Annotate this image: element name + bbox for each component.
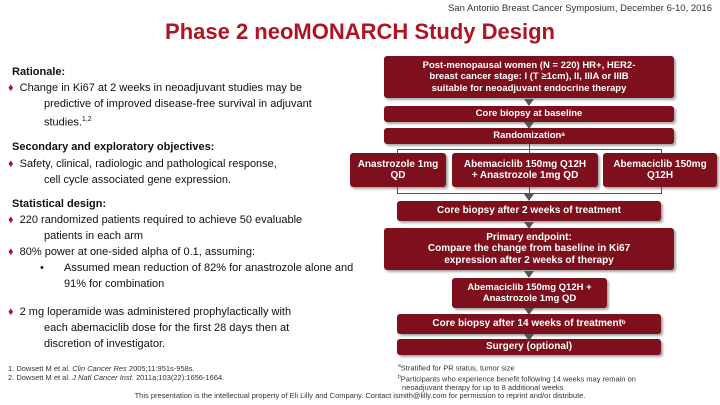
primary-endpoint-box: Primary endpoint: Compare the change from baseline in Ki67 expression after 2 weeks of therapy — [384, 228, 674, 270]
citation-superscript: 1,2 — [81, 116, 92, 123]
reference-2: 2. Dowsett M et al. J Natl Cancer Inst. 2011a;103(22):1656-1664. — [8, 373, 225, 382]
footnotes — [398, 362, 716, 392]
references — [8, 364, 224, 382]
loperamide-line: 2 mg loperamide was administered prophylactically with — [19, 306, 292, 318]
rationale-text — [8, 80, 358, 131]
rationale-line: predictive of improved disease-free survival in adjuvant — [44, 98, 312, 110]
diamond-bullet-icon: ♦ — [8, 246, 14, 258]
core-biopsy-14wk-box: Core biopsy after 14 weeks of treatment b — [397, 314, 661, 334]
arm-anastrozole-box: Anastrozole 1mg QD — [350, 153, 446, 187]
objectives-line: Safety, clinical, radiologic and pathological response, — [19, 158, 277, 170]
core-biopsy-baseline-box: Core biopsy at baseline — [384, 106, 674, 122]
disclaimer: This presentation is the intellectual property of Eli Lilly and Company. Contact ismith@lilly.com for permission to reprint and/or distribute. — [134, 391, 586, 400]
down-arrow-icon — [524, 194, 534, 201]
stat-line: 80% power at one-sided alpha of 0.1, assuming: — [19, 246, 256, 258]
arm-combination-box: Abemaciclib 150mg Q12H + Anastrozole 1mg QD — [452, 153, 598, 187]
stat-text — [8, 212, 388, 292]
diamond-bullet-icon: ♦ — [8, 306, 14, 318]
stat-line: patients in each arm — [44, 230, 144, 242]
objectives-text — [8, 156, 348, 188]
footnote-b-cont: neoadjuvant therapy for up to 8 additional weeks — [402, 383, 564, 392]
diamond-bullet-icon: ♦ — [8, 158, 14, 170]
reference-1: 1. Dowsett M et al. Clin Cancer Res 2005;11:951s-958s. — [8, 364, 195, 373]
page-title: Phase 2 neoMONARCH Study Design — [165, 19, 555, 44]
population-box: Post-menopausal women (N = 220) HR+, HER2- breast cancer stage: I (T ≥1cm), II, IIIA or IIIB suitable for neoadjuvant endocrine therapy — [384, 56, 674, 98]
diamond-bullet-icon: ♦ — [8, 82, 14, 94]
randomization-box: Randomization a — [384, 128, 674, 144]
core-biopsy-2wk-box: Core biopsy after 2 weeks of treatment — [397, 201, 661, 221]
footnote-a: $^a$Stratified for PR status, tumor size — [398, 363, 515, 373]
rationale-line: Change in Ki67 at 2 weeks in neoadjuvant studies may be — [19, 82, 303, 94]
loperamide-text — [8, 304, 348, 352]
loperamide-line: discretion of investigator. — [44, 338, 166, 350]
footnote-b: $^b$Participants who experience benefit following 14 weeks may remain on — [398, 373, 636, 383]
stat-sub-line: 91% for combination — [64, 278, 165, 290]
objectives-heading: Secondary and exploratory objectives: — [12, 141, 215, 153]
rationale-heading: Rationale: — [12, 66, 66, 78]
stat-heading: Statistical design: — [12, 198, 107, 210]
stat-line: 220 randomized patients required to achieve 50 evaluable — [19, 214, 303, 226]
objectives-line: cell cycle associated gene expression. — [44, 174, 232, 186]
arm-abemaciclib-box: Abemaciclib 150mg Q12H — [603, 153, 717, 187]
combination-continuation-box: Abemaciclib 150mg Q12H + Anastrozole 1mg QD — [452, 278, 607, 308]
conference-label: San Antonio Breast Cancer Symposium, December 6-10, 2016 — [447, 3, 712, 14]
loperamide-line: each abemaciclib dose for the first 28 days then at — [44, 322, 290, 334]
down-arrow-icon — [524, 271, 534, 278]
diamond-bullet-icon: ♦ — [8, 214, 14, 226]
rationale-line: studies. — [44, 116, 82, 129]
down-arrow-icon — [524, 99, 534, 106]
stat-sub-line: Assumed mean reduction of 82% for anastrozole alone and — [64, 262, 354, 274]
bullet-dot-icon: • — [40, 262, 44, 274]
surgery-box: Surgery (optional) — [397, 339, 661, 355]
